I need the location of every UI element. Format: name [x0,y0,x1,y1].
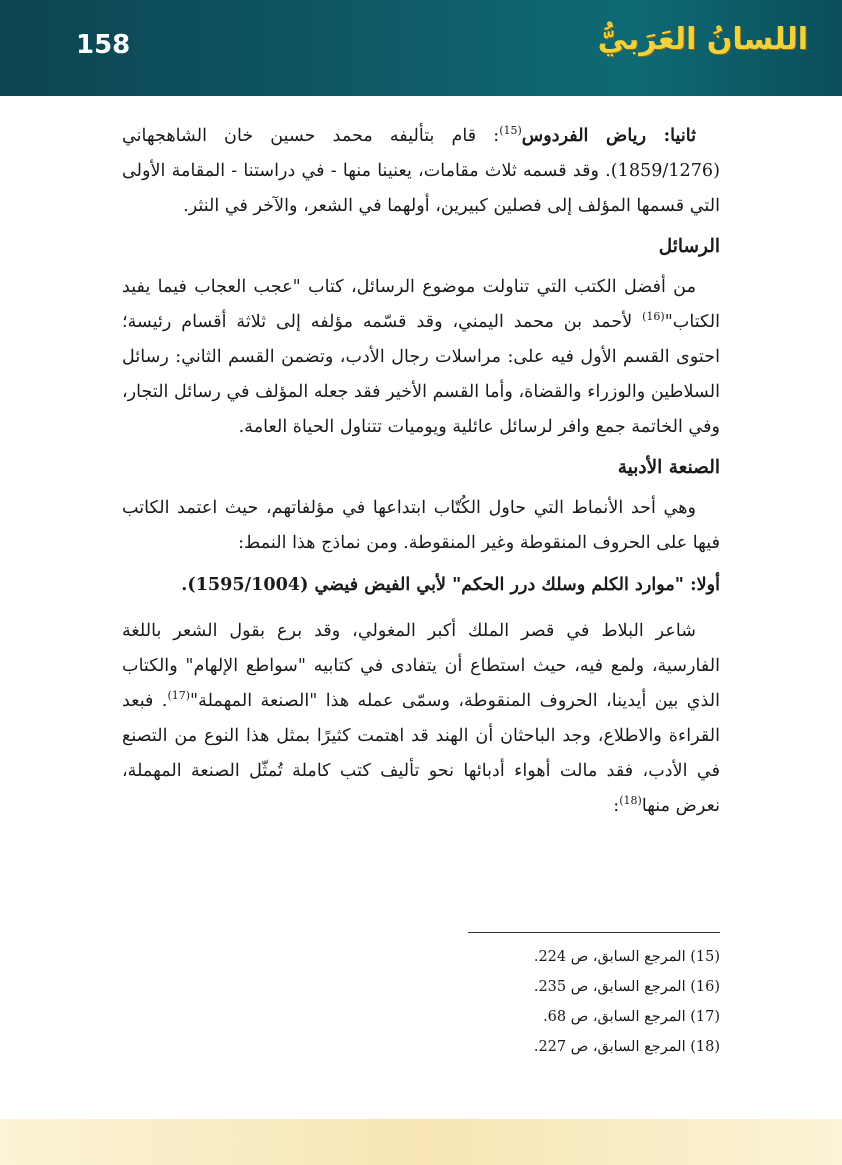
footnote-ref[interactable]: (17) [167,689,191,702]
footnote-ref[interactable]: (16) [642,310,665,323]
section-heading-letters: الرسائل [658,236,720,257]
subheading-first-example: أولا: "موارد الكلم وسلك درر الحكم" لأبي الفيض فيضي (1595/1004). [181,574,720,595]
paragraph-text: من أفضل الكتب التي تناولت موضوع الرسائل، كتاب "عجب العجاب فيما يفيد الكتاب" [122,277,720,332]
paragraph-text: لأحمد بن محمد اليمني، وقد قسّمه مؤلفه إلى ثلاثة أقسام رئيسة؛ احتوى القسم الأول فيه على: مراسلات رجال الأدب، وتضمن القسم الثاني: رسائل السلاطين والوزراء والقضاة، وأما القسم الأخير فقد جعله المؤلف في رسائل التجار، وفي الخاتمة جمع وافر لرسائل عائلية ويوميات تتناول الحياة العامة. [122,312,720,437]
footnotes [420,942,720,1062]
footnote-item: (18) المرجع السابق، ص 227. [533,1039,720,1055]
paragraph-riyad-al-firdaws [122,118,720,224]
journal-logo: اللسانُ العَرَبيُّ [597,22,808,57]
footnote-ref[interactable]: (15) [499,124,522,137]
footnote-item: (16) المرجع السابق، ص 235. [533,979,720,995]
footnote-item: (15) المرجع السابق، ص 224. [533,949,720,965]
paragraph-text: : [613,796,620,816]
section-heading-literary-craft: الصنعة الأدبية [617,457,720,478]
paragraph-literary-craft: وهي أحد الأنماط التي حاول الكُتّاب ابتداعها في مؤلفاتهم، حيث اعتمد الكاتب فيها على الحروف المنقوطة وغير المنقوطة. ومن نماذج هذا النمط: [122,498,720,553]
paragraph-text: . فبعد القراءة والاطلاع، وجد الباحثان أن الهند قد اهتمت كثيرًا بمثل هذا النوع من التصنع في الأدب، فقد مالت أهواء أدبائها نحو تأليف كتب كاملة تُمثّل الصنعة المهملة، نعرض منها [122,691,720,816]
paragraph-text: : قام بتأليفه محمد حسين خان الشاهجهاني (1859/1276). وقد قسمه ثلاث مقامات، يعنينا منها - في دراستنا - المقامة الأولى التي قسمها المؤلف إلى فصلين كبيرين، أولهما في الشعر، والآخر في النثر. [122,126,720,216]
paragraph-letters [122,270,720,445]
page-number: 158 [76,30,131,60]
footnote-item: (17) المرجع السابق، ص 68. [543,1009,720,1025]
footer-band [0,1119,842,1165]
article-body [122,118,720,830]
paragraph-label: ثانيا: رياض الفردوس [521,125,696,146]
footnote-ref[interactable]: (18) [619,794,642,807]
paragraph-court-poet [122,614,720,824]
footnote-divider [468,932,720,933]
paragraph-text: شاعر البلاط في قصر الملك أكبر المغولي، وقد برع بقول الشعر باللغة الفارسية، ولمع فيه، حيث استطاع أن يتفادى في كتابيه "سواطع الإلهام" والكتاب الذي بين أيدينا، الحروف المنقوطة، وسمّى عمله هذا "الصنعة المهملة" [122,621,720,711]
